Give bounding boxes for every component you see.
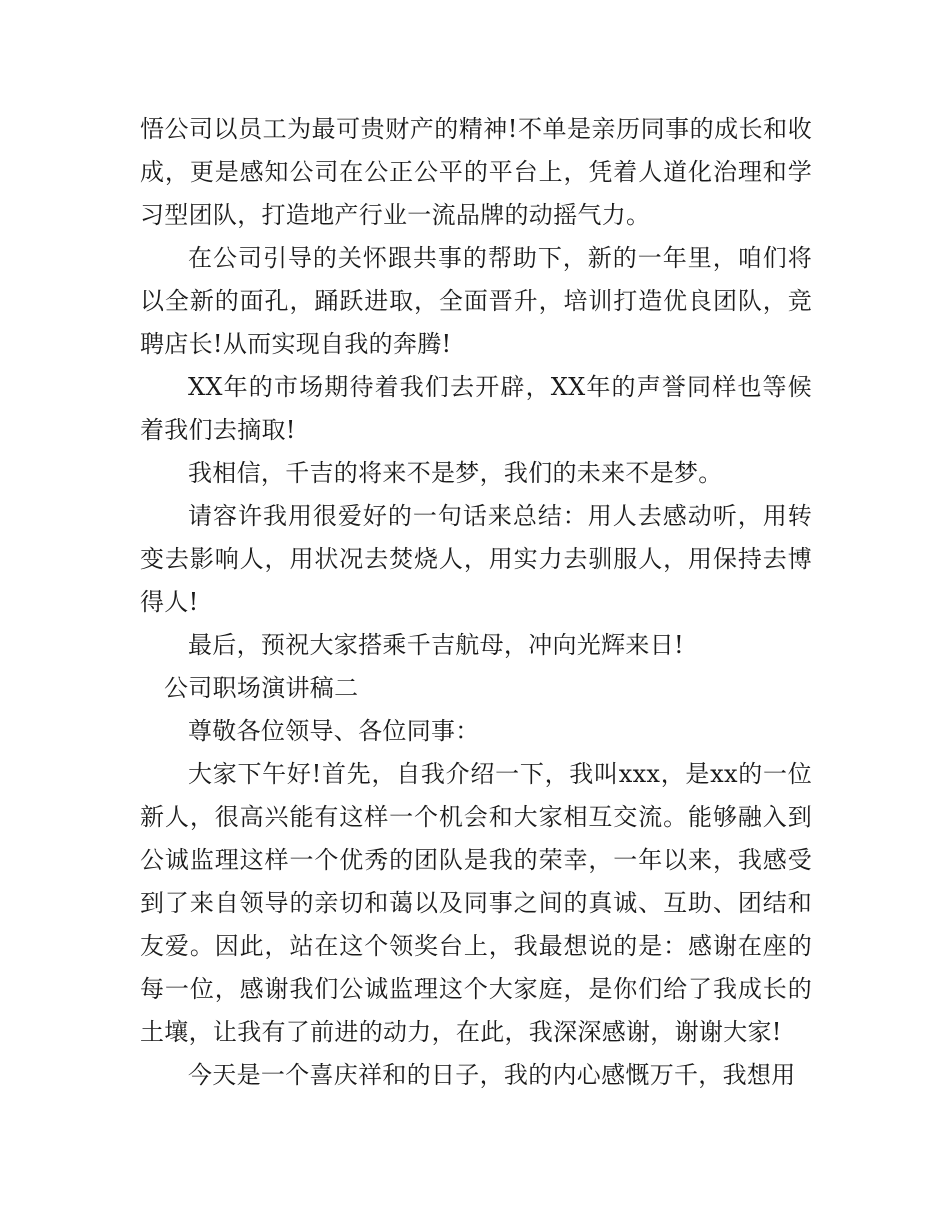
paragraph-market: XX年的市场期待着我们去开辟，XX年的声誉同样也等候着我们去摘取! xyxy=(140,373,812,444)
paragraph-continued: 悟公司以员工为最可贵财产的精神!不单是亲历同事的成长和收成，更是感知公司在公正公平的平台上，凭着人道化治理和学习型团队，打造地产行业一流品牌的动摇气力。 xyxy=(140,115,812,229)
section-heading: 公司职场演讲稿二 xyxy=(164,674,359,702)
paragraph-belief: 我相信，千吉的将来不是梦，我们的未来不是梦。 xyxy=(188,459,723,487)
paragraph-closing-wish: 最后，预祝大家搭乘千吉航母，冲向光辉来日! xyxy=(188,631,684,659)
paragraph-new-year: 在公司引导的关怀跟共事的帮助下，新的一年里，咱们将以全新的面孔，踊跃进取，全面晋升，培训打造优良团队，竞聘店长!从而实现自我的奔腾! xyxy=(140,244,812,358)
paragraph-salutation: 尊敬各位领导、各位同事： xyxy=(188,717,480,745)
paragraph-today: 今天是一个喜庆祥和的日子，我的内心感慨万千，我想用 xyxy=(188,1061,796,1089)
paragraph-introduction: 大家下午好!首先，自我介绍一下，我叫xxx，是xx的一位新人，很高兴能有这样一个机会和大家相互交流。能够融入到公诚监理这样一个优秀的团队是我的荣幸，一年以来，我感受到了来自领导的亲切和蔼以及同事之间的真诚、互助、团结和友爱。因此，站在这个领奖台上，我最想说的是：感谢在座的每一位，感谢我们公诚监理这个大家庭，是你们给了我成长的土壤，让我有了前进的动力，在此，我深深感谢，谢谢大家! xyxy=(140,760,812,1046)
paragraph-quote: 请容许我用很爱好的一句话来总结：用人去感动听，用转变去影响人，用状况去焚烧人，用实力去驯服人，用保持去博得人! xyxy=(140,502,812,616)
document-body xyxy=(140,108,812,1097)
